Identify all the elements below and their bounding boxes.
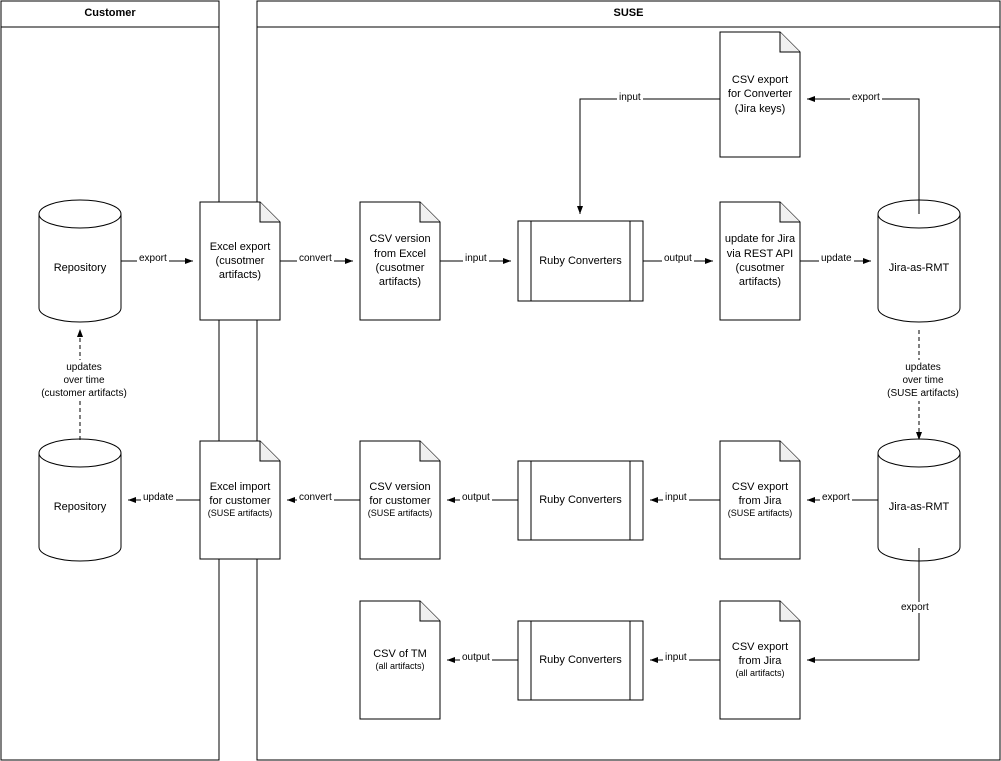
edge-label-export-2 <box>820 492 852 503</box>
node-ruby-converters-bottom-label: Ruby Converters <box>539 654 622 667</box>
edge-label-updates-suse-l2: over time <box>902 375 944 386</box>
node-jira-as-rmt-top-label: Jira-as-RMT <box>888 261 950 274</box>
edge-label-output-1 <box>662 253 694 264</box>
node-csv-from-excel-line2: from Excel <box>374 247 426 260</box>
node-excel-export-line3: artifacts) <box>218 269 262 282</box>
edge-label-export-converter <box>850 92 882 103</box>
node-csv-export-jira-all-line3: (all artifacts) <box>735 668 785 679</box>
edge-label-export-1 <box>137 253 169 264</box>
node-csv-export-converter-line1: CSV export <box>731 74 789 87</box>
node-update-for-jira-line2: via REST API <box>726 247 794 260</box>
edge-label-export-converter-text: export <box>852 92 880 103</box>
edge-label-input-1 <box>463 253 489 264</box>
edge-label-convert-1-text: convert <box>299 253 332 264</box>
node-csv-for-customer-line3: (SUSE artifacts) <box>367 508 433 519</box>
node-csv-for-customer-line2: for customer <box>369 495 431 508</box>
node-csv-export-jira-suse-line1: CSV export <box>731 480 789 493</box>
lane-title-customer <box>1 7 219 19</box>
node-repository-bottom-label: Repository <box>53 500 107 513</box>
edge-label-output-3-text: output <box>462 652 490 663</box>
edge-label-updates-suse-l1: updates <box>905 362 941 373</box>
edge-label-output-1-text: output <box>664 253 692 264</box>
edge-label-input-converter <box>617 92 643 103</box>
edge-label-export-3-text: export <box>901 602 929 613</box>
node-csv-export-jira-suse-line2: from Jira <box>738 495 782 508</box>
node-ruby-converters-top-label: Ruby Converters <box>539 254 622 267</box>
node-csv-export-jira-all-line1: CSV export <box>731 640 789 653</box>
node-excel-import-line1: Excel import <box>209 480 271 493</box>
edge-label-input-converter-text: input <box>619 92 641 103</box>
edge-label-updates-suse-l3: (SUSE artifacts) <box>887 388 959 399</box>
edge-label-export-3 <box>899 602 931 613</box>
edge-label-updates-customer <box>25 360 143 401</box>
edge-label-convert-1 <box>297 253 334 264</box>
node-ruby-converters-middle-label: Ruby Converters <box>539 494 622 507</box>
node-update-for-jira-line4: artifacts) <box>738 276 782 289</box>
edge-label-output-3 <box>460 652 492 663</box>
edge-label-updates-customer-l1: updates <box>66 362 102 373</box>
edge-label-input-1-text: input <box>465 253 487 264</box>
edge-label-updates-customer-l2: over time <box>63 375 105 386</box>
node-csv-export-converter-line3: (Jira keys) <box>734 102 786 115</box>
edge-label-export-1-text: export <box>139 253 167 264</box>
node-csv-export-jira-all-line2: from Jira <box>738 655 782 668</box>
node-jira-as-rmt-bottom-label: Jira-as-RMT <box>888 500 950 513</box>
lane-title-suse <box>257 7 1000 19</box>
edge-label-updates-customer-l3: (customer artifacts) <box>41 388 127 399</box>
node-csv-export-jira-suse-line3: (SUSE artifacts) <box>727 508 793 519</box>
edge-label-input-3-text: input <box>665 652 687 663</box>
edge-label-input-2-text: input <box>665 492 687 503</box>
edge-label-update-1 <box>819 253 854 264</box>
edge-label-convert-2-text: convert <box>299 492 332 503</box>
edge-label-update-2-text: update <box>143 492 174 503</box>
edge-label-update-1-text: update <box>821 253 852 264</box>
edge-label-convert-2 <box>297 492 334 503</box>
node-csv-from-excel-line3: (cusotmer <box>375 262 425 274</box>
node-csv-of-tm-line1: CSV of TM <box>373 648 427 660</box>
lane-title-suse-text: SUSE <box>613 7 644 19</box>
node-csv-for-customer-line1: CSV version <box>369 480 431 493</box>
edge-label-input-3 <box>663 652 689 663</box>
node-excel-export-line1: Excel export <box>209 240 271 253</box>
edge-label-update-2 <box>141 492 176 503</box>
node-repository-top-label: Repository <box>53 261 107 274</box>
edge-label-output-2-text: output <box>462 492 490 503</box>
node-csv-from-excel-line4: artifacts) <box>378 276 422 289</box>
node-excel-import-line2: for customer <box>209 495 271 508</box>
edge-label-output-2 <box>460 492 492 503</box>
node-update-for-jira-line3: (cusotmer <box>735 262 785 274</box>
lane-title-customer-text: Customer <box>84 7 136 19</box>
node-update-for-jira-line1: update for Jira <box>724 233 796 246</box>
node-excel-import-line3: (SUSE artifacts) <box>207 508 273 519</box>
node-csv-of-tm-line2: (all artifacts) <box>375 661 425 672</box>
edge-label-input-2 <box>663 492 689 503</box>
node-excel-export-line2: (cusotmer <box>215 254 265 267</box>
edge-label-export-2-text: export <box>822 492 850 503</box>
node-csv-export-converter-line2: for Converter <box>727 88 793 101</box>
node-csv-from-excel-line1: CSV version <box>369 233 431 246</box>
edge-label-updates-suse <box>864 360 982 401</box>
